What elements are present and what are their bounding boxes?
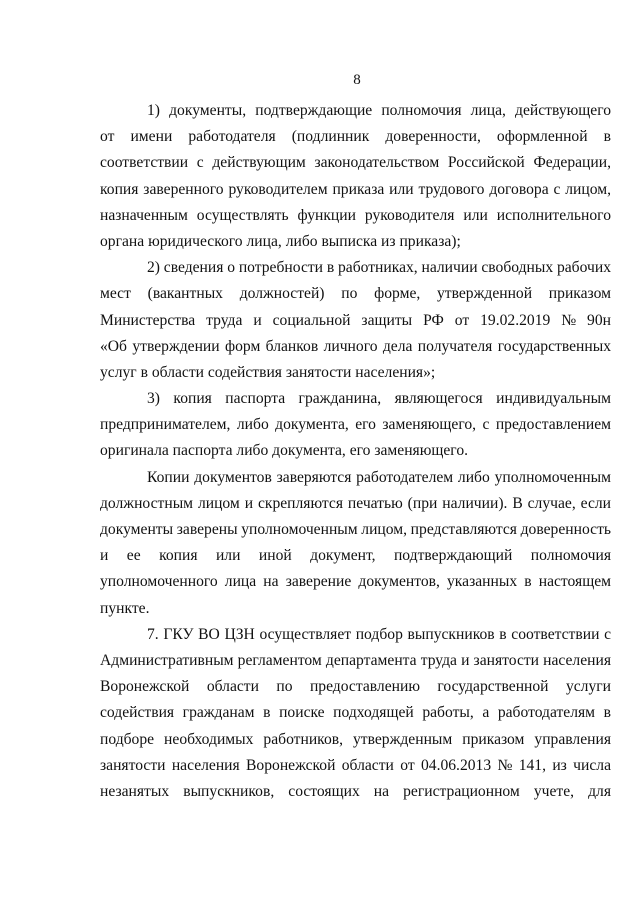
text-line: незанятых выпускников, состоящих на регистрационном учете, для <box>100 782 611 800</box>
text-line: пункте. <box>100 599 150 617</box>
text-line: Копии документов заверяются работодателем либо уполномоченным <box>147 468 611 486</box>
text-line: Административным регламентом департамента труда и занятости населения <box>100 651 611 669</box>
text-line: «Об утверждении форм бланков личного дела получателя государственных <box>100 337 611 355</box>
body-text <box>100 98 611 805</box>
text-line: органа юридического лица, либо выписка из приказа); <box>100 232 461 250</box>
text-line: должностным лицом и скрепляются печатью (при наличии). В случае, если <box>100 494 611 512</box>
text-line: соответствии с действующим законодательством Российской Федерации, <box>100 154 611 172</box>
text-line: и ее копия или иной документ, подтверждающий полномочия <box>100 547 611 565</box>
text-line: мест (вакантных должностей) по форме, утвержденной приказом <box>100 285 611 303</box>
text-line: содействия гражданам в поиске подходящей работы, а работодателям в <box>100 704 611 722</box>
text-line: предпринимателем, либо документа, его заменяющего, с предоставлением <box>100 416 611 434</box>
text-line: оригинала паспорта либо документа, его заменяющего. <box>100 442 469 460</box>
text-line: 7. ГКУ ВО ЦЗН осуществляет подбор выпускников в соответствии с <box>147 625 611 643</box>
text-line: документы заверены уполномоченным лицом, представляются доверенность <box>100 521 611 538</box>
text-line: Министерства труда и социальной защиты РФ от 19.02.2019 № 90н <box>100 311 611 329</box>
text-line: 2) сведения о потребности в работниках, наличии свободных рабочих <box>147 259 611 277</box>
text-line: 3) копия паспорта гражданина, являющегося индивидуальным <box>147 390 611 408</box>
text-line: услуг в области содействия занятости населения»; <box>100 363 436 381</box>
text-line: подборе необходимых работников, утвержденным приказом управления <box>100 730 611 748</box>
text-line: копия заверенного руководителем приказа или трудового договора с лицом, <box>100 180 611 198</box>
page-number: 8 <box>353 72 361 88</box>
text-line: уполномоченного лица на заверение документов, указанных в настоящем <box>100 573 611 591</box>
text-line: Воронежской области по предоставлению государственной услуги <box>100 678 611 696</box>
text-line: 1) документы, подтверждающие полномочия лица, действующего <box>147 102 611 119</box>
text-line: от имени работодателя (подлинник доверенности, оформленной в <box>100 128 611 146</box>
text-line: занятости населения Воронежской области от 04.06.2013 № 141, из числа <box>100 756 611 774</box>
text-line: назначенным осуществлять функции руководителя или исполнительного <box>100 206 611 224</box>
